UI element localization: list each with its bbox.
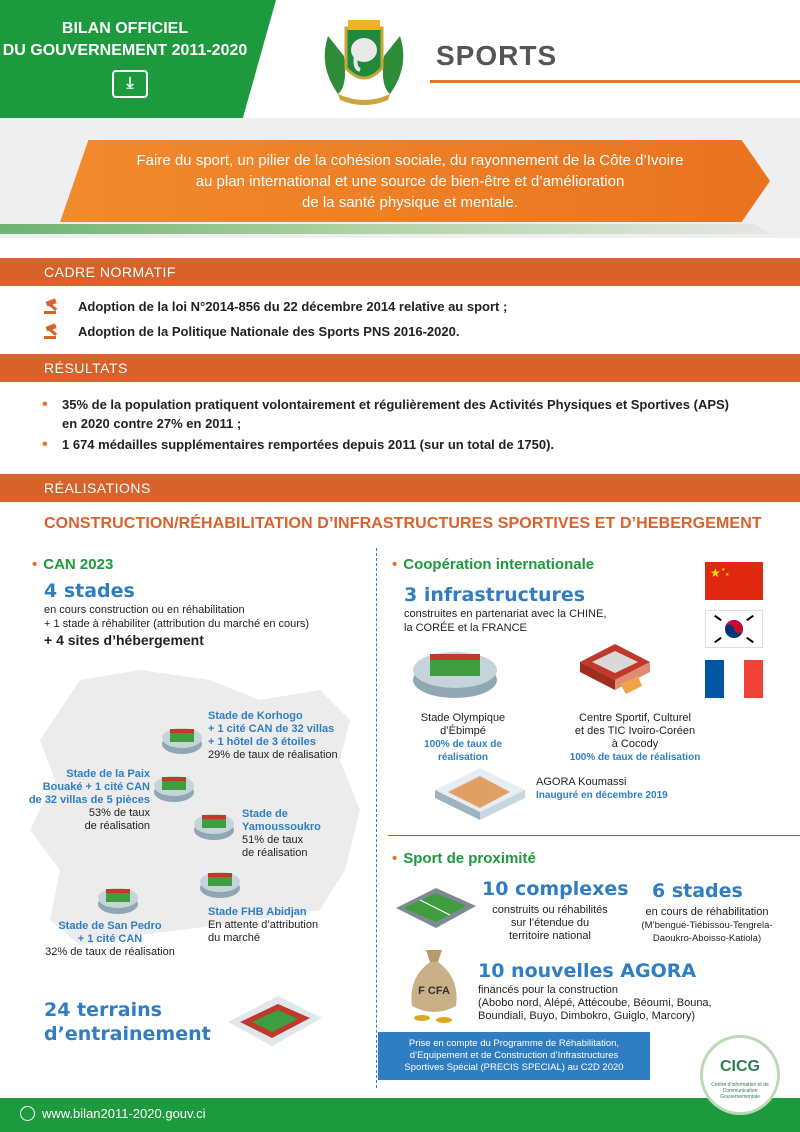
stadium-icon <box>96 884 140 916</box>
bullet-icon: • <box>42 396 48 413</box>
coat-of-arms-icon <box>318 16 410 108</box>
precis-program-box <box>378 1032 650 1080</box>
complexes-label <box>480 904 620 943</box>
cicg-logo-sub <box>707 1082 773 1100</box>
agora-koumassi-icon <box>430 760 530 829</box>
stades-label <box>624 906 790 945</box>
bouake-l5: de réalisation <box>84 820 150 832</box>
ebimpe-label <box>404 712 522 764</box>
resultat-item2: 1 674 médailles supplémentaires remportées depuis 2011 (sur un total de 1750). <box>62 437 555 452</box>
stadium-icon <box>160 724 204 756</box>
bullet-icon: • <box>32 556 38 573</box>
terrains-l2: d’entrainement <box>44 1023 211 1045</box>
china-flag-icon <box>705 562 763 600</box>
cicg-logo-sub2: Communication Gouvernementale <box>720 1088 760 1100</box>
ebimpe-l2: d’Ébimpé <box>440 725 486 737</box>
training-field-icon <box>218 982 328 1057</box>
cocody-l4: 100% de taux de réalisation <box>569 752 701 763</box>
can-sub2: + 1 stade à réhabiliter (attribution du marché en cours) <box>44 618 310 630</box>
banner-line2: au plan international et une source de bien-être et d’amélioration <box>195 173 625 190</box>
complexes-l2: sur l’étendue du <box>510 917 590 929</box>
right-divider <box>388 835 800 836</box>
abidjan-l2: En attente d’attribution <box>208 919 319 931</box>
complex-field-icon <box>392 880 478 941</box>
footer-url[interactable]: www.bilan2011-2020.gouv.ci <box>42 1106 206 1121</box>
bouake-label <box>10 768 150 833</box>
agora-l2: (Abobo nord, Alépé, Attécoube, Béoumi, Bouna, <box>478 997 712 1009</box>
cooperation-heading <box>392 556 594 573</box>
cooperation-title: Coopération internationale <box>403 556 595 573</box>
korhogo-l2: + 1 cité CAN de 32 villas <box>208 723 335 735</box>
stadium-icon <box>192 810 236 842</box>
column-divider <box>376 548 377 1088</box>
cooperation-big: 3 infrastructures <box>404 584 586 606</box>
banner-shadow <box>0 224 770 234</box>
yamoussoukro-l4: de réalisation <box>242 847 308 859</box>
korhogo-l4: 29% de taux de réalisation <box>208 749 338 761</box>
stades-l3: Daoukro-Aboisso-Katiola) <box>652 933 762 944</box>
cadre-item-text: Adoption de la loi N°2014-856 du 22 décembre 2014 relative au sport ; <box>78 298 508 314</box>
cicg-logo-text: CICG <box>720 1058 760 1075</box>
sanpedro-label <box>20 920 200 959</box>
abidjan-l1: Stade FHB Abidjan <box>208 906 307 918</box>
banner-line1: Faire du sport, un pilier de la cohésion sociale, du rayonnement de la Côte d’Ivoire <box>136 152 684 169</box>
stades-l2: (M’bengué-Tiébissou-Tengrela- <box>641 920 773 931</box>
abidjan-l3: du marché <box>208 932 260 944</box>
cicg-logo-sub1: Centre d’information et de <box>711 1082 769 1088</box>
svg-text:★: ★ <box>710 566 721 580</box>
agora-koumassi-label <box>536 776 668 802</box>
banner-line3: de la santé physique et mentale. <box>302 194 518 211</box>
bouake-l2: Bouaké + 1 cité CAN <box>42 781 150 793</box>
agora-l1: financés pour la construction <box>478 984 619 996</box>
korhogo-l3: + 1 hôtel de 3 étoiles <box>208 736 316 748</box>
svg-text:★: ★ <box>721 567 726 573</box>
money-bag-icon <box>404 944 464 1029</box>
cocody-l2: et des TIC Ivoiro-Coréen <box>574 725 696 737</box>
header-title-line2: DU GOUVERNEMENT 2011-2020 <box>2 42 248 59</box>
globe-icon <box>20 1106 35 1121</box>
bag-label: F CFA <box>418 985 450 997</box>
cocody-l1: Centre Sportif, Culturel <box>579 712 691 724</box>
yamoussoukro-l3: 51% de taux <box>242 834 304 846</box>
complexes-l1: construits ou réhabilités <box>492 904 608 916</box>
cadre-item <box>44 323 459 339</box>
can-sub3: + 4 sites d’hébergement <box>44 632 204 648</box>
agora-l3: Boundiali, Buyo, Dimbokro, Guiglo, Marcory) <box>478 1010 696 1022</box>
section-bar-resultats <box>0 354 800 382</box>
stades-l1: en cours de réhabilitation <box>645 906 769 918</box>
abidjan-label <box>208 906 318 945</box>
proximite-title: Sport de proximité <box>403 850 536 867</box>
cooperation-sub1: construites en partenariat avec la CHINE, <box>404 608 607 620</box>
can-big: 4 stades <box>44 580 135 602</box>
bouake-l1: Stade de la Paix <box>66 768 150 780</box>
svg-text:★: ★ <box>725 572 730 578</box>
korea-flag-icon <box>705 610 763 648</box>
bullet-icon: • <box>42 436 48 453</box>
agora-koumassi-l1: AGORA Koumassi <box>536 776 627 788</box>
download-icon[interactable]: ⤓ <box>112 70 148 98</box>
gavel-icon <box>44 298 64 314</box>
ebimpe-l3: 100% de taux de réalisation <box>424 739 502 763</box>
cocody-label <box>560 712 710 764</box>
resultat-item1-line1: 35% de la population pratiquent volontairement et régulièrement des Activités Physiques et Sportives (APS) <box>62 397 730 412</box>
ebimpe-l1: Stade Olympique <box>420 712 506 724</box>
section-bar-realisations <box>0 474 800 502</box>
stadium-icon <box>198 868 242 900</box>
cocody-center-icon <box>570 632 660 707</box>
can-sub1: en cours construction ou en réhabilitation <box>44 604 245 616</box>
banner-text <box>100 150 720 213</box>
france-flag-icon <box>705 660 763 698</box>
cooperation-sub2: la CORÉE et la FRANCE <box>404 622 527 634</box>
resultat-item1-line2: en 2020 contre 27% en 2011 ; <box>62 416 242 431</box>
construction-title: CONSTRUCTION/RÉHABILITATION D’INFRASTRUCTURES SPORTIVES ET D’HEBERGEMENT <box>44 515 762 532</box>
bouake-l3: de 32 villas de 5 pièces <box>28 794 150 806</box>
yamoussoukro-l2: Yamoussoukro <box>242 821 321 833</box>
sanpedro-l1: Stade de San Pedro <box>58 920 162 932</box>
bouake-l4: 53% de taux <box>88 807 150 819</box>
yamoussoukro-l1: Stade de <box>242 808 288 820</box>
cicg-logo <box>700 1035 780 1115</box>
proximite-heading <box>392 850 536 867</box>
korhogo-l1: Stade de Korhogo <box>208 710 303 722</box>
section-title-cadre: CADRE NORMATIF <box>44 264 176 280</box>
header-title-line1: BILAN OFFICIEL <box>61 20 189 37</box>
stadium-icon <box>152 772 196 804</box>
precis-l2: d’Equipement et de Construction d’Infrastructures <box>409 1050 619 1061</box>
gavel-icon <box>44 323 64 339</box>
title-underline <box>430 80 800 83</box>
precis-l1: Prise en compte du Programme de Réhabilitation, <box>408 1038 620 1049</box>
resultat-item <box>42 395 762 433</box>
stades-big: 6 stades <box>652 880 743 902</box>
header <box>0 0 800 118</box>
complexes-big: 10 complexes <box>482 878 629 900</box>
can-title: CAN 2023 <box>43 556 114 573</box>
ebimpe-stadium-icon <box>410 640 500 707</box>
bullet-icon: • <box>392 850 398 867</box>
agora-label <box>478 984 712 1023</box>
can-heading <box>32 556 113 573</box>
sanpedro-l3: 32% de taux de réalisation <box>45 946 175 958</box>
resultat-item <box>42 435 762 454</box>
section-title-resultats: RÉSULTATS <box>44 360 128 376</box>
section-title: SPORTS <box>436 40 558 71</box>
precis-l3: Sportives Spécial (PRECIS SPECIAL) au C2D 2020 <box>404 1062 624 1073</box>
cadre-item-text: Adoption de la Politique Nationale des Sports PNS 2016-2020. <box>78 323 460 339</box>
section-title-realisations: RÉALISATIONS <box>44 480 151 496</box>
cadre-item <box>44 298 507 314</box>
yamoussoukro-label <box>242 808 321 860</box>
korhogo-label <box>208 710 338 762</box>
bullet-icon: • <box>392 556 398 573</box>
terrains-l1: 24 terrains <box>44 999 162 1021</box>
terrains-label <box>44 998 211 1046</box>
agora-big: 10 nouvelles AGORA <box>478 960 697 982</box>
complexes-l3: territoire national <box>509 930 591 942</box>
cocody-l3: à Cocody <box>611 738 659 750</box>
agora-koumassi-l2: Inauguré en décembre 2019 <box>536 790 668 801</box>
section-bar-cadre <box>0 258 800 286</box>
header-title <box>0 18 250 62</box>
sanpedro-l2: + 1 cité CAN <box>77 933 143 945</box>
